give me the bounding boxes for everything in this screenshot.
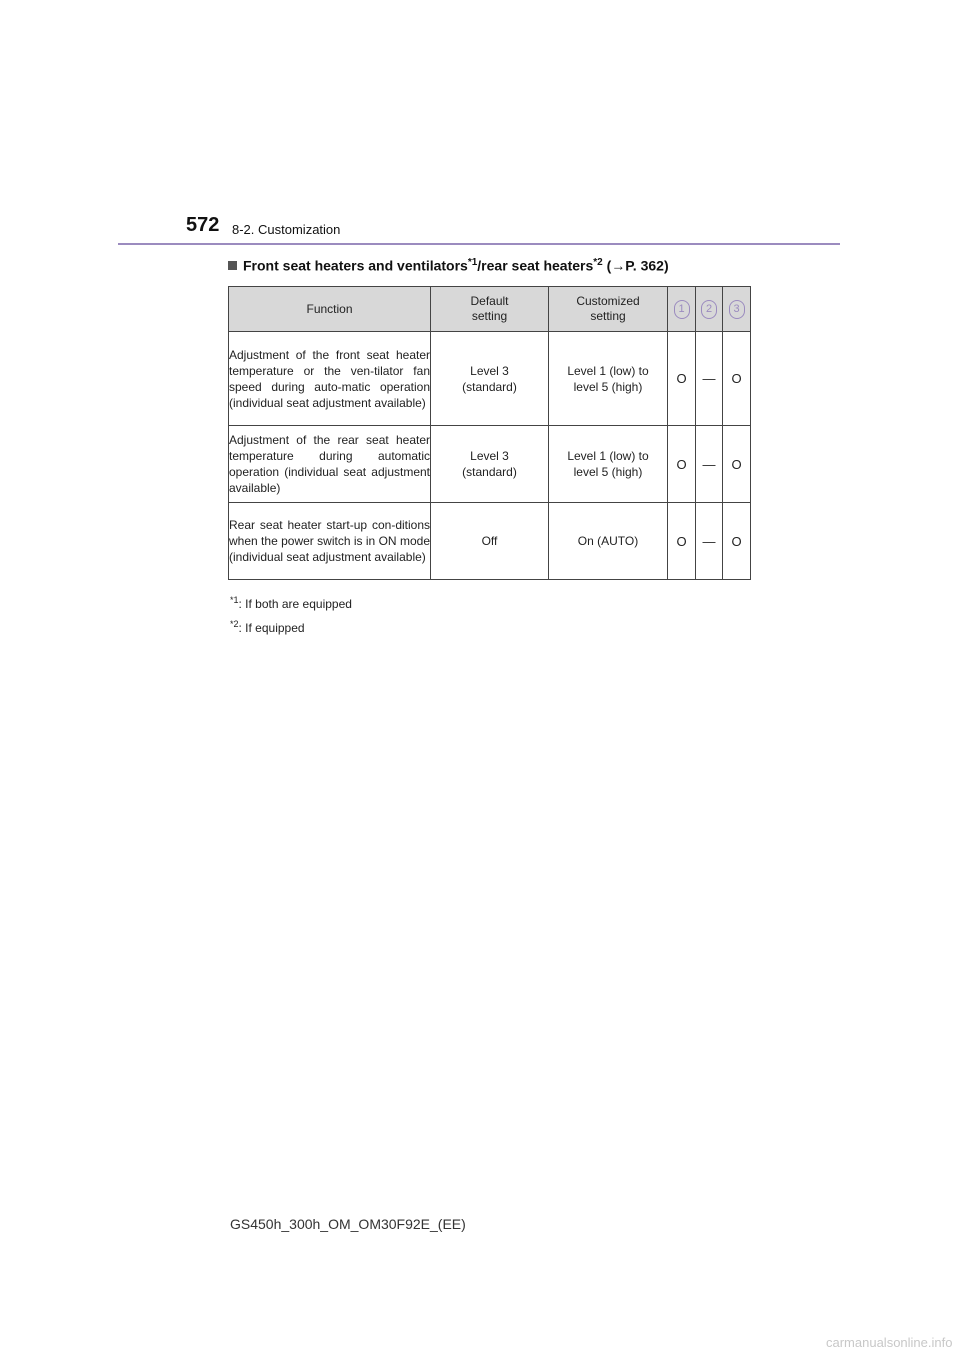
- row-function: Adjustment of the front seat heater temperature or the ven-tilator fan speed during auto-matic operation (individual seat adjustment available): [229, 332, 431, 426]
- table-row: [229, 332, 751, 426]
- row-function: Adjustment of the rear seat heater temperature during automatic operation (individual seat adjustment available): [229, 426, 431, 503]
- footnote-2: $^{*2}$: If equipped: [230, 619, 305, 635]
- footnotes: [230, 588, 352, 636]
- header-default-setting: Default setting: [431, 287, 549, 332]
- row-mark-3: O: [723, 332, 751, 426]
- number-2-icon: 2: [701, 300, 717, 319]
- row-default: Off: [431, 503, 549, 580]
- header-divider: [118, 243, 840, 245]
- row-mark-1: O: [668, 426, 696, 503]
- row-mark-3: O: [723, 426, 751, 503]
- table-header-row: [229, 287, 751, 332]
- number-3-icon: 3: [729, 300, 745, 319]
- footnote-1: $^{*1}$: If both are equipped: [230, 595, 352, 611]
- heading-footnote-2: *2: [593, 257, 603, 268]
- header-col-3: [723, 287, 751, 332]
- customization-table: [228, 286, 751, 580]
- header-function: Function: [229, 287, 431, 332]
- table-row: [229, 503, 751, 580]
- header-customized-setting: Customized setting: [549, 287, 668, 332]
- heading-text-1: Front seat heaters and ventilators: [243, 257, 468, 274]
- table-row: [229, 426, 751, 503]
- row-default: Level 3 (standard): [431, 426, 549, 503]
- section-heading: [228, 257, 669, 274]
- header-col-2: [696, 287, 723, 332]
- row-customized: Level 1 (low) to level 5 (high): [549, 332, 668, 426]
- row-default: Level 3 (standard): [431, 332, 549, 426]
- page-number: 572: [186, 214, 220, 236]
- row-mark-2: —: [696, 426, 723, 503]
- heading-text-2: /rear seat heaters: [477, 257, 594, 274]
- document-code: GS450h_300h_OM_OM30F92E_(EE): [230, 1216, 466, 1232]
- row-mark-1: O: [668, 332, 696, 426]
- row-customized: Level 1 (low) to level 5 (high): [549, 426, 668, 503]
- row-mark-2: —: [696, 503, 723, 580]
- row-mark-3: O: [723, 503, 751, 580]
- section-title: 8-2. Customization: [232, 222, 341, 237]
- square-bullet-icon: [228, 261, 237, 270]
- watermark: carmanualsonline.info: [826, 1335, 953, 1350]
- row-mark-1: O: [668, 503, 696, 580]
- header-col-1: [668, 287, 696, 332]
- heading-footnote-1: *1: [467, 257, 478, 268]
- row-customized: On (AUTO): [549, 503, 668, 580]
- number-1-icon: 1: [674, 300, 690, 319]
- row-function: Rear seat heater start-up con-ditions when the power switch is in ON mode (individual seat adjustment available): [229, 503, 431, 580]
- heading-page-ref: (→P. 362): [602, 257, 669, 274]
- row-mark-2: —: [696, 332, 723, 426]
